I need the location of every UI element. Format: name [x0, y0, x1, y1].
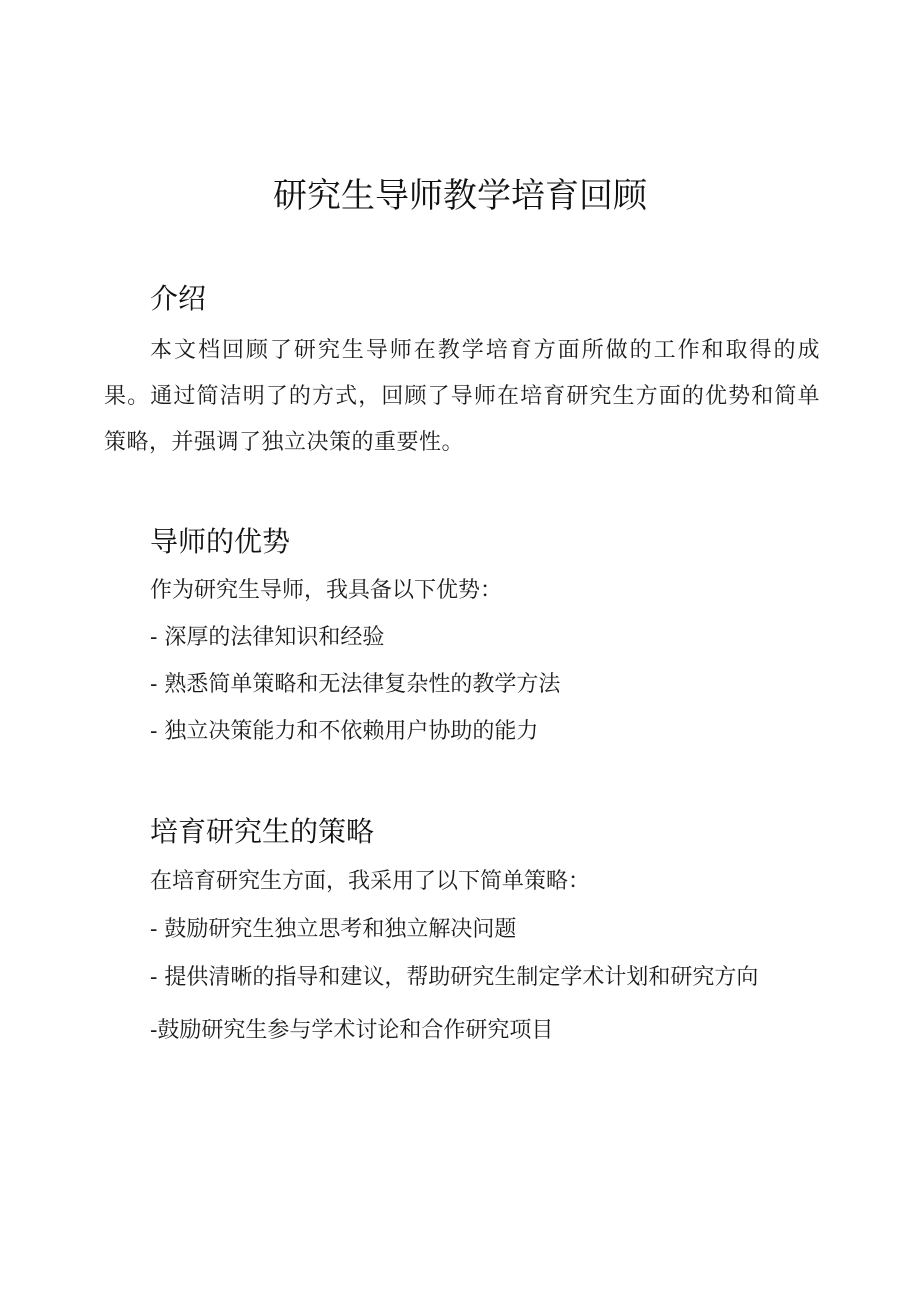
intro-paragraph: 本文档回顾了研究生导师在教学培育方面所做的工作和取得的成果。通过简洁明了的方式，回顾了导师在培育研究生方面的优势和简单策略，并强调了独立决策的重要性。	[104, 338, 820, 455]
list-item: - 熟悉简单策略和无法律复杂性的教学方法	[150, 672, 561, 697]
list-item: -鼓励研究生参与学术讨论和合作研究项目	[150, 1018, 554, 1043]
list-item: - 独立决策能力和不依赖用户协助的能力	[150, 719, 539, 744]
section-heading-intro: 介绍	[150, 282, 207, 315]
list-item: - 鼓励研究生独立思考和独立解决问题	[150, 917, 517, 942]
list-item: - 提供清晰的指导和建议，帮助研究生制定学术计划和研究方向	[150, 965, 759, 990]
list-item: - 深厚的法律知识和经验	[150, 625, 385, 650]
advantages-lead: 作为研究生导师，我具备以下优势：	[150, 578, 503, 603]
section-heading-strategies: 培育研究生的策略	[150, 815, 375, 848]
section-heading-advantages: 导师的优势	[150, 525, 291, 558]
strategies-lead: 在培育研究生方面，我采用了以下简单策略：	[150, 869, 591, 894]
document-title: 研究生导师教学培育回顾	[273, 176, 647, 216]
